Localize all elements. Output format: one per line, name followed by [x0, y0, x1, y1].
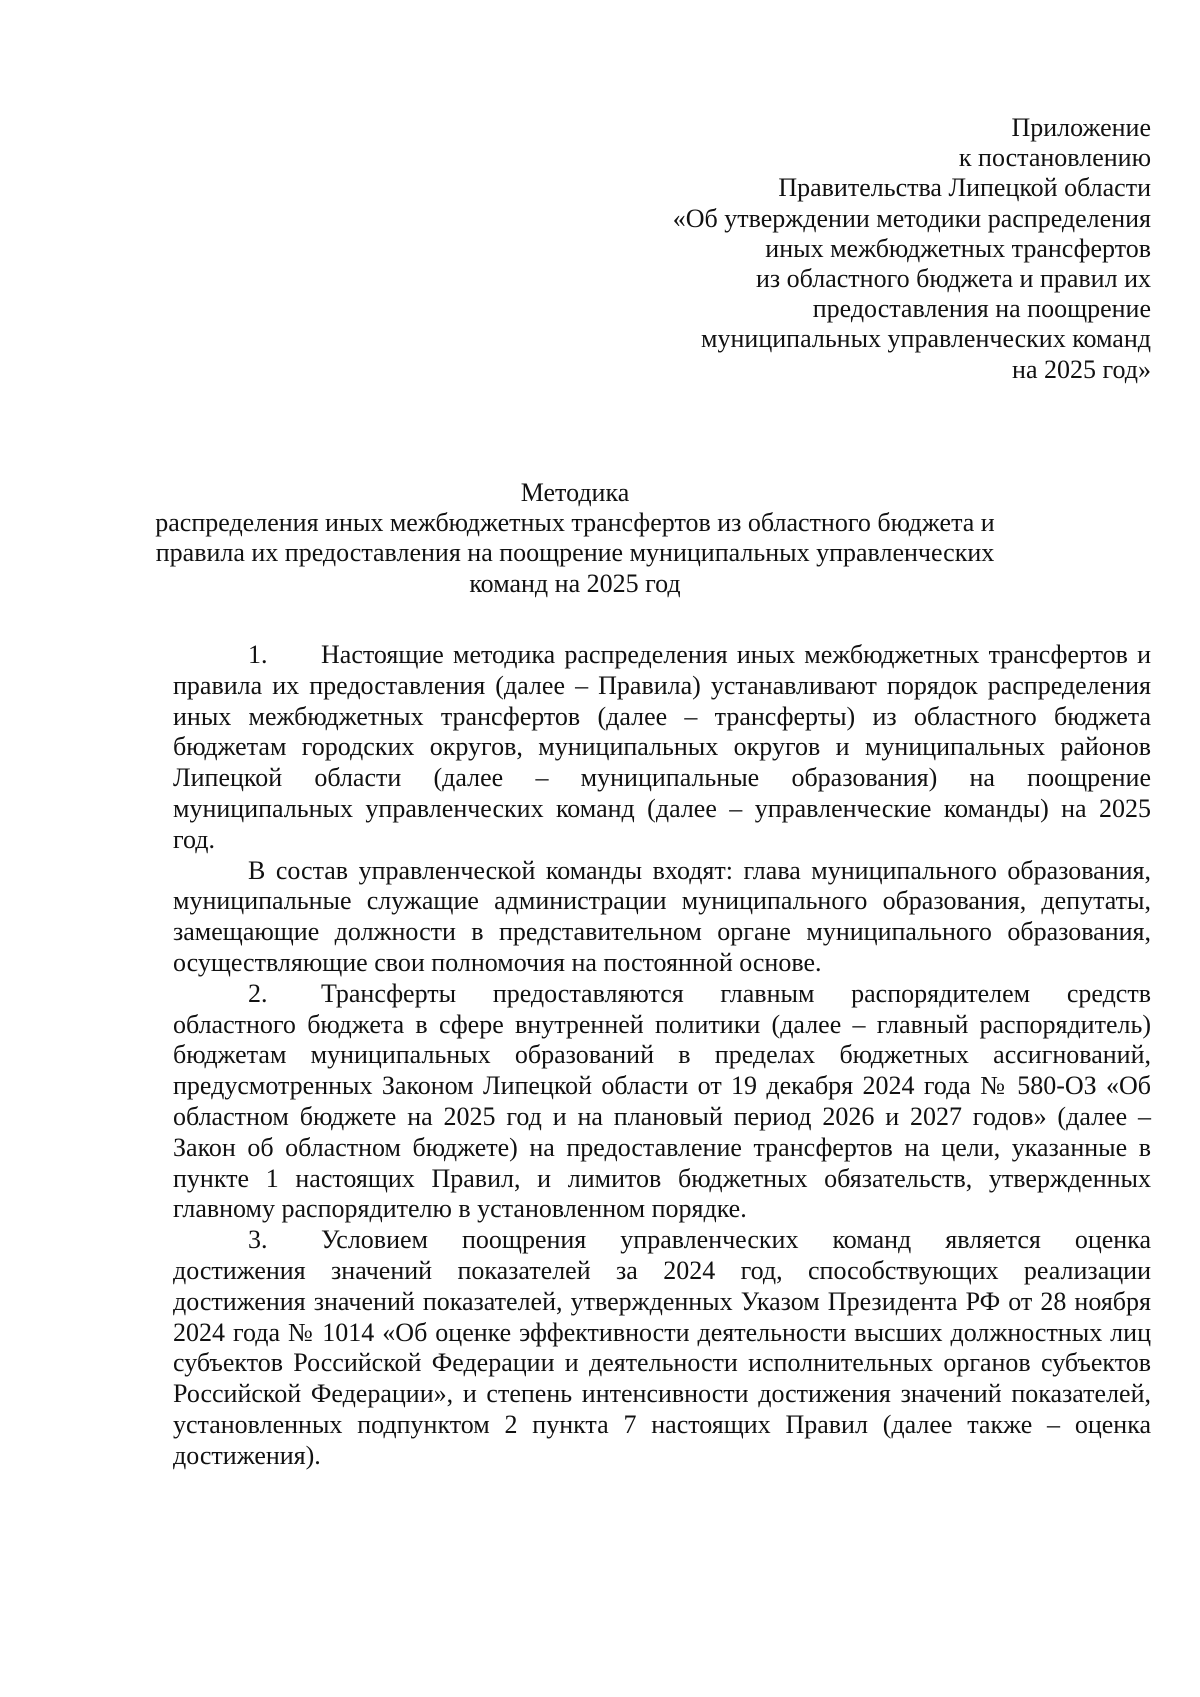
- appendix-line: предоставления на поощрение: [812, 294, 1151, 324]
- paragraph-number: 3.: [248, 1225, 268, 1255]
- paragraph-2: [173, 979, 1151, 1225]
- document-title: [150, 478, 1000, 599]
- appendix-line: к постановлению: [958, 143, 1151, 173]
- appendix-line: «Об утверждении методики распределения: [672, 203, 1151, 233]
- appendix-line: иных межбюджетных трансфертов: [765, 233, 1151, 263]
- title-line: распределения иных межбюджетных трансфертов из областного бюджета и: [155, 508, 995, 538]
- paragraph-text: Настоящие методика распределения иных межбюджетных трансфертов и правила их предоставления (далее – Правила) устанавливают порядок распределения иных межбюджетных трансфертов (далее – трансферты) из областного бюджета бюджетам городских округов, муниципальных округов и муниципальных районов Липецкой области (далее – муниципальные образования) на поощрение муниципальных управленческих команд (далее – управленческие команды) на 2025 год.: [173, 640, 1151, 854]
- title-line: правила их предоставления на поощрение муниципальных управленческих: [155, 538, 995, 568]
- paragraph-team-composition: [173, 856, 1151, 979]
- paragraph-3: [173, 1225, 1151, 1471]
- paragraph-text: В состав управленческой команды входят: глава муниципального образования, муниципальные служащие администрации муниципального образования, депутаты, замещающие должности в представительном органе муниципального образования, осуществляющие свои полномочия на постоянной основе.: [173, 855, 1151, 977]
- title-line: Методика: [520, 478, 630, 507]
- paragraph-1: [173, 640, 1151, 856]
- paragraph-number: 1.: [248, 640, 268, 669]
- appendix-line: Приложение: [1011, 113, 1151, 142]
- appendix-line: на 2025 год»: [1012, 354, 1151, 384]
- document-body: [173, 640, 1151, 1472]
- paragraph-number: 2.: [248, 978, 268, 1008]
- appendix-header: [511, 113, 1151, 385]
- paragraph-text: Трансферты предоставляются главным распорядителем средств областного бюджета в сфере внутренней политики (далее – главный распорядитель) бюджетам муниципальных образований в пределах бюджетных ассигнований, предусмотренных Законом Липецкой области от 19 декабря 2024 года № 580-ОЗ «Об областном бюджете на 2025 год и на плановый период 2026 и 2027 годов» (далее – Закон об областном бюджете) на предоставление трансфертов на цели, указанные в пункте 1 настоящих Правил, и лимитов бюджетных обязательств, утвержденных главному распорядителю в установленном порядке.: [173, 978, 1151, 1224]
- title-line: команд на 2025 год: [469, 568, 681, 598]
- appendix-line: муниципальных управленческих команд: [701, 324, 1151, 354]
- paragraph-text: Условием поощрения управленческих команд является оценка достижения значений показателей за 2024 год, способствующих реализации достижения значений показателей, утвержденных Указом Президента РФ от 28 ноября 2024 года № 1014 «Об оценке эффективности деятельности высших должностных лиц субъектов Российской Федерации и деятельности исполнительных органов субъектов Российской Федерации», и степень интенсивности достижения значений показателей, установленных подпунктом 2 пункта 7 настоящих Правил (далее также – оценка достижения).: [173, 1225, 1151, 1470]
- appendix-line: Правительства Липецкой области: [778, 173, 1151, 203]
- appendix-line: из областного бюджета и правил их: [755, 264, 1151, 294]
